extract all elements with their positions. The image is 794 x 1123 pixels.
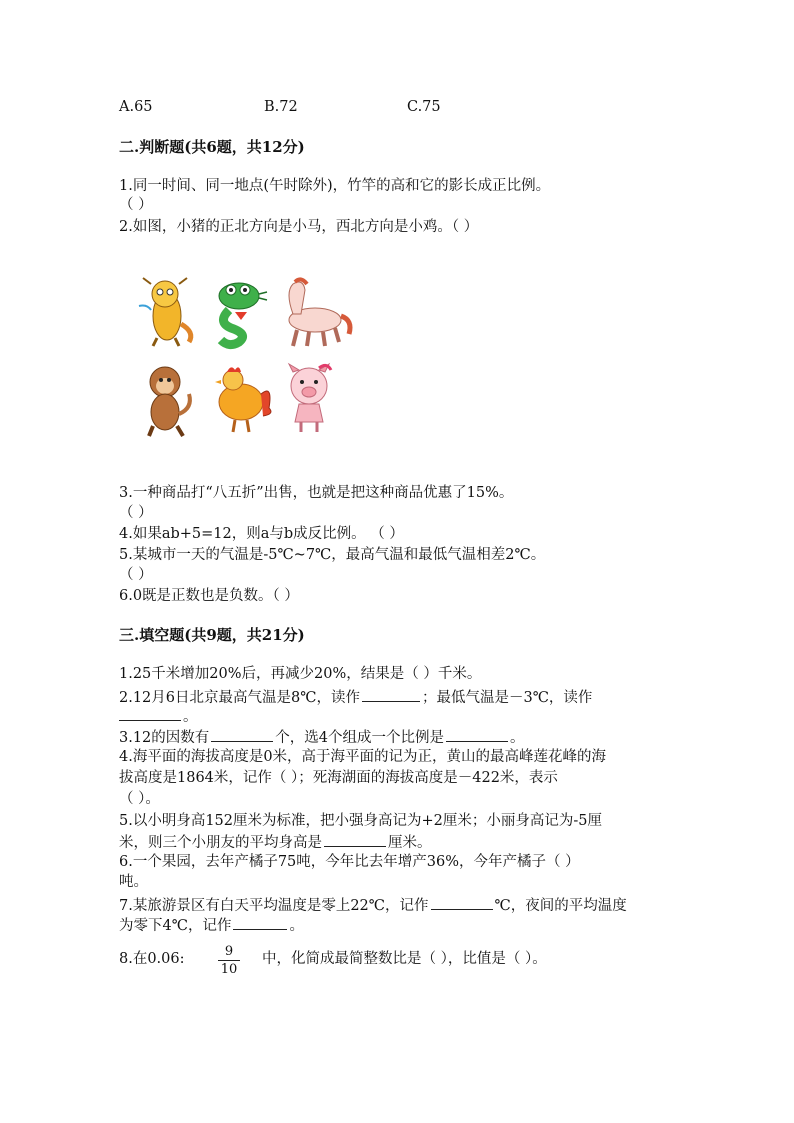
fill-question-5-line-1: 5.以小明身高152厘米为标准，把小强身高记为+2厘米；小丽身高记为-5厘 <box>119 813 603 829</box>
rooster-illustration <box>215 367 271 432</box>
judge-question-3-paren: （ ） <box>119 505 153 521</box>
monkey-illustration <box>149 367 190 436</box>
fill-question-5-line-2: 米，则三个小朋友的平均身高是 厘米。 <box>119 832 432 852</box>
judge-question-4: 4.如果ab+5=12，则a与b成反比例。 （ ） <box>119 526 404 542</box>
answer-blank[interactable] <box>324 832 386 847</box>
judge-question-6: 6.0既是正数也是负数。（ ） <box>119 588 299 604</box>
horse-illustration <box>289 279 350 346</box>
fill-question-3: 3.12的因数有 个，选4个组成一个比例是 。 <box>119 727 525 747</box>
judge-question-1-paren: （ ） <box>119 197 153 213</box>
fill-question-2-cont: 。 <box>119 706 198 726</box>
answer-blank[interactable] <box>211 727 273 742</box>
fraction-nine-tenths: 9 10 <box>218 944 240 977</box>
fill-question-2: 2.12月6日北京最高气温是8℃，读作 ；最低气温是－3℃，读作 <box>119 687 592 707</box>
fill-question-8-suffix: 中，化简成最简整数比是（ ），比值是（ ）。 <box>262 951 547 967</box>
judge-question-5: 5.某城市一天的气温是-5℃~7℃，最高气温和最低气温相差2℃。 <box>119 547 546 563</box>
judge-question-2: 2.如图，小猪的正北方向是小马，西北方向是小鸡。（ ） <box>119 219 479 235</box>
judge-question-5-paren: （ ） <box>119 567 153 583</box>
answer-blank[interactable] <box>431 895 493 910</box>
fill-question-4-line-3: （ ）。 <box>119 791 160 807</box>
section-3-heading: 三.填空题(共9题，共21分) <box>119 626 305 644</box>
judge-question-3: 3.一种商品打“八五折”出售，也就是把这种商品优惠了15%。 <box>119 485 514 501</box>
fill-question-7-line-1: 7.某旅游景区有白天平均温度是零上22℃，记作 ℃，夜间的平均温度 <box>119 895 627 915</box>
fill-question-4-line-2: 拔高度是1864米，记作（ ）；死海湖面的海拔高度是－422米，表示 <box>119 770 558 786</box>
fill-question-6-line-2: 吨。 <box>119 874 148 890</box>
dragon-illustration <box>139 278 191 346</box>
section-2-heading: 二.判断题(共6题，共12分) <box>119 138 305 156</box>
snake-illustration <box>219 283 267 345</box>
fill-question-7-line-2: 为零下4℃，记作 。 <box>119 915 304 935</box>
option-c: C.75 <box>407 99 441 115</box>
option-a: A.65 <box>119 99 153 115</box>
animal-position-figure <box>129 272 359 438</box>
answer-blank[interactable] <box>446 727 508 742</box>
fill-question-1: 1.25千米增加20%后，再减少20%，结果是（ ）千米。 <box>119 666 482 682</box>
option-b: B.72 <box>264 99 298 115</box>
answer-blank[interactable] <box>119 706 181 721</box>
fill-question-6-line-1: 6.一个果园，去年产橘子75吨，今年比去年增产36%，今年产橘子（ ） <box>119 854 580 870</box>
answer-blank[interactable] <box>362 687 420 702</box>
pig-illustration <box>289 364 331 432</box>
fill-question-4-line-1: 4.海平面的海拔高度是0米，高于海平面的记为正，黄山的最高峰莲花峰的海 <box>119 749 607 765</box>
fill-question-8-prefix: 8.在0.06: <box>119 951 185 967</box>
judge-question-1: 1.同一时间、同一地点(午时除外)，竹竿的高和它的影长成正比例。 <box>119 178 551 194</box>
answer-blank[interactable] <box>233 915 287 930</box>
